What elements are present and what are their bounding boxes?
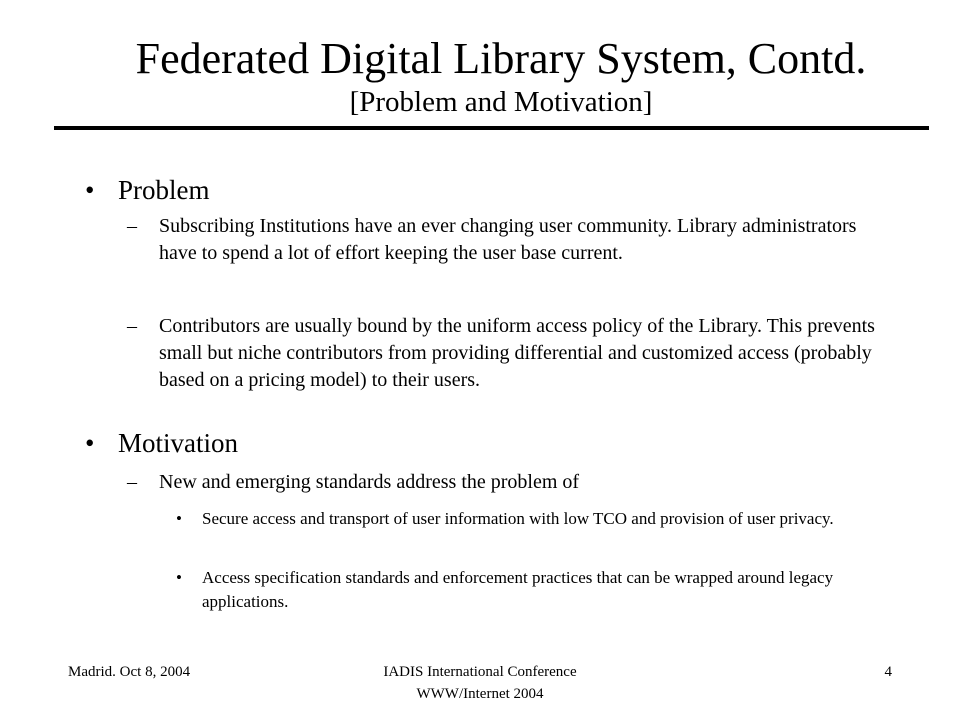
bullet-marker: •	[85, 428, 95, 458]
motivation-subitem-2	[176, 566, 892, 614]
footer-conference-line1: IADIS International Conference	[383, 664, 577, 680]
bullet-marker: •	[176, 509, 182, 528]
problem-item-2-text: Contributors are usually bound by the uniform access policy of the Library. This prevents small but niche contributors from providing differential and customized access (probably based on a pricing model) to their users.	[159, 315, 875, 391]
bullet-problem	[85, 175, 918, 205]
motivation-subitem-1	[176, 507, 892, 531]
footer-conference	[285, 661, 675, 705]
bullet-marker: •	[176, 568, 182, 587]
motivation-item-1-text: New and emerging standards address the problem of	[159, 471, 580, 493]
page-number: 4	[884, 664, 892, 680]
motivation-item-1	[127, 469, 889, 496]
dash-marker: –	[127, 215, 137, 237]
bullet-motivation	[85, 428, 918, 458]
dash-marker: –	[127, 315, 137, 337]
problem-item-2	[127, 313, 889, 394]
bullet-problem-label: Problem	[118, 175, 210, 205]
bullet-marker: •	[85, 175, 95, 205]
footer-conference-line2: WWW/Internet 2004	[416, 686, 544, 702]
slide-subtitle: [Problem and Motivation]	[349, 86, 653, 118]
motivation-subitem-1-text: Secure access and transport of user information with low TCO and provision of user privacy.	[202, 509, 834, 528]
slide-title: Federated Digital Library System, Contd.	[135, 34, 867, 83]
motivation-subitem-2-text: Access specification standards and enforcement practices that can be wrapped around legacy applications.	[202, 568, 834, 611]
footer-date: Madrid. Oct 8, 2004	[68, 664, 191, 680]
bullet-motivation-label: Motivation	[118, 428, 238, 458]
dash-marker: –	[127, 471, 137, 493]
problem-item-1	[127, 213, 889, 267]
problem-item-1-text: Subscribing Institutions have an ever changing user community. Library administrators have to spend a lot of effort keeping the user base current.	[159, 215, 857, 264]
